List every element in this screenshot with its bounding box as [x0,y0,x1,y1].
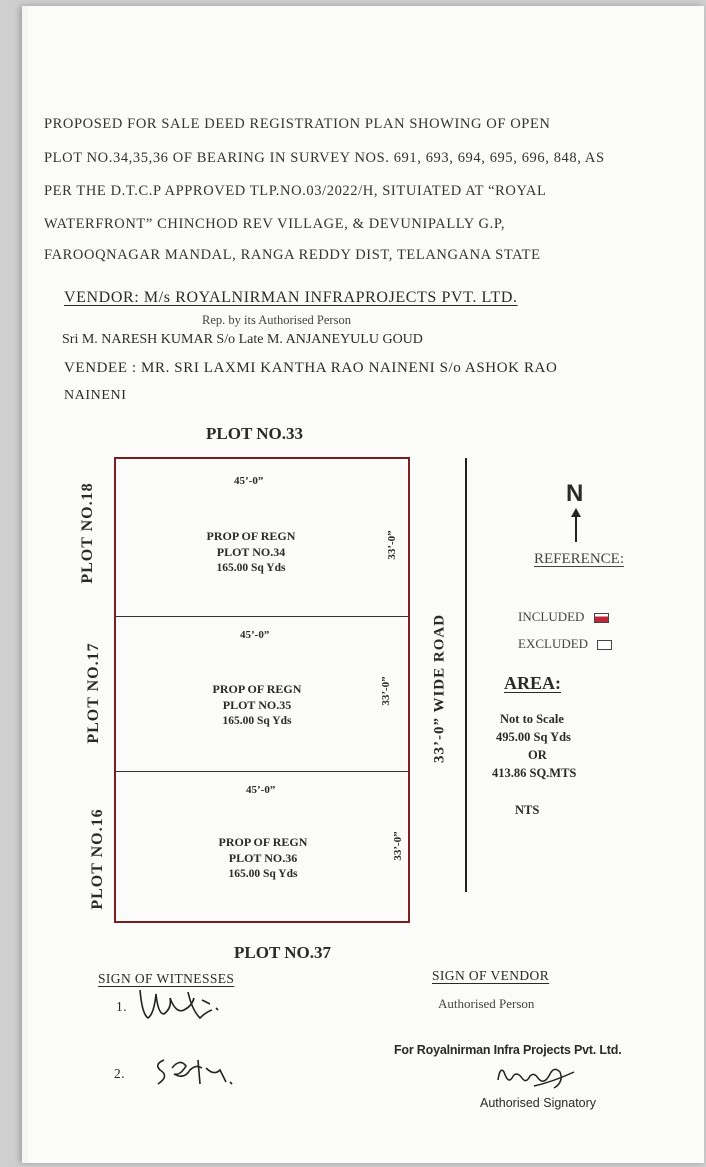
vendor-sign-sub: Authorised Person [438,996,535,1011]
plot-34-line2: PLOT NO.34 [216,545,286,559]
area-nts: NTS [515,803,540,817]
plot-36-text [198,834,328,882]
title-line-1: PROPOSED FOR SALE DEED REGISTRATION PLAN SHOWING OF OPEN [44,116,551,132]
plot-34-area: 165.00 Sq Yds [216,562,286,574]
north-label: N [566,480,584,507]
legend-included [518,609,609,625]
witness-1-number: 1. [116,999,127,1014]
plot-34-width: 45’-0” [234,475,264,487]
plot-34-text [186,528,316,576]
plot-36-width: 45’-0” [246,784,276,796]
title-line-5: FAROOQNAGAR MANDAL, RANGA REDDY DIST, TELANGANA STATE [44,247,541,263]
excluded-swatch-icon [597,640,612,650]
plot-33-label: PLOT NO.33 [206,424,303,443]
plot-36-line2: PLOT NO.36 [228,851,298,865]
vendor-line: VENDOR: M/s ROYALNIRMAN INFRAPROJECTS PVT. LTD. [64,289,518,306]
plot-16-label: PLOT NO.16 [89,808,106,910]
plot-36-area: 165.00 Sq Yds [228,868,298,880]
vendee-line-1: VENDEE : MR. SRI LAXMI KANTHA RAO NAINENI S/o ASHOK RAO [64,360,558,376]
plot-36-line1: PROP OF REGN [218,835,308,849]
plot-34-cell [116,459,408,617]
north-arrow-icon [568,508,584,544]
plot-35-line2: PLOT NO.35 [222,698,292,712]
plot-36-cell [116,772,408,921]
plot-35-text [192,681,322,729]
plot-35-depth: 33’-0” [380,676,392,706]
plots-outline [114,457,410,923]
road-line [465,458,467,892]
legend-excluded [518,636,612,652]
area-sq-mts: 413.86 SQ.MTS [492,766,577,780]
company-stamp: For Royalnirman Infra Projects Pvt. Ltd. [394,1043,622,1057]
plot-35-cell [116,617,408,772]
plot-35-width: 45’-0” [240,629,270,641]
area-sq-yds: 495.00 Sq Yds [496,730,571,744]
plot-36-depth: 33’-0” [392,831,404,861]
plot-34-depth: 33’-0” [386,530,398,560]
area-title: AREA: [504,673,561,693]
vendor-signature [494,1062,580,1096]
included-swatch-icon [594,613,609,623]
witnesses-title: SIGN OF WITNESSES [98,971,235,986]
title-line-2: PLOT NO.34,35,36 OF BEARING IN SURVEY NOS. 691, 693, 694, 695, 696, 848, AS [44,150,605,166]
area-or: OR [528,748,547,762]
vendor-person: Sri M. NARESH KUMAR S/o Late M. ANJANEYULU GOUD [62,332,423,347]
legend-included-label: INCLUDED [518,609,585,624]
witness-1-signature [132,984,232,1026]
legend-excluded-label: EXCLUDED [518,636,589,651]
title-line-3: PER THE D.T.C.P APPROVED TLP.NO.03/2022/H, SITUIATED AT “ROYAL [44,183,547,199]
vendor-sign-title: SIGN OF VENDOR [432,968,550,983]
vendor-rep: Rep. by its Authorised Person [202,313,351,327]
plot-37-label: PLOT NO.37 [234,943,331,962]
witness-2-signature [150,1054,240,1090]
title-line-4: WATERFRONT” CHINCHOD REV VILLAGE, & DEVUNIPALLY G.P, [44,216,506,232]
plot-35-line1: PROP OF REGN [212,682,302,696]
plot-34-line1: PROP OF REGN [206,529,296,543]
plot-35-area: 165.00 Sq Yds [222,715,292,727]
authorised-signatory: Authorised Signatory [480,1096,597,1110]
road-label: 33’-0” WIDE ROAD [431,613,448,764]
witness-2-number: 2. [114,1066,125,1081]
plot-17-label: PLOT NO.17 [85,642,102,744]
plot-18-label: PLOT NO.18 [79,482,96,584]
area-scale: Not to Scale [500,712,564,726]
vendee-line-2: NAINENI [64,388,127,403]
reference-title: REFERENCE: [534,551,625,567]
